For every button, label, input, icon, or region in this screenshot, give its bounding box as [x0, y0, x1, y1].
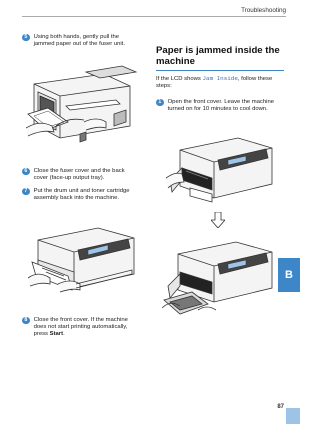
step-text: Put the drum unit and toner cartridge assembly back into the machine. — [33, 188, 130, 202]
step-6 — [22, 168, 140, 182]
page-header: Troubleshooting — [241, 7, 286, 14]
intro-tail: , follow these steps: — [156, 76, 273, 90]
step-text-main: Close the front cover. If the machine does not start printing automatically, press — [33, 317, 128, 338]
down-arrow-icon — [211, 212, 225, 228]
lcd-message: Jam Inside — [202, 75, 238, 82]
step-text-end: . — [63, 331, 65, 338]
section-rule — [156, 70, 284, 71]
step-number: 5 — [22, 34, 30, 42]
intro-lead: If the LCD shows — [156, 76, 203, 82]
step-8 — [22, 317, 140, 339]
step-number: 6 — [22, 168, 30, 176]
printer-rear-illustration — [26, 56, 138, 154]
start-key-label: Start — [49, 331, 64, 338]
step-number: 7 — [22, 188, 30, 196]
step-text — [34, 317, 140, 339]
printer-front-illustration — [28, 214, 140, 304]
step-text: Using both hands, gently pull the jammed paper out of the fuser unit. — [33, 34, 125, 48]
step-7 — [22, 188, 140, 202]
footer-bar — [286, 408, 300, 424]
intro-text — [156, 75, 284, 90]
page-number: 87 — [277, 404, 284, 410]
section-title: Paper is jammed inside the machine — [156, 45, 280, 67]
printer-drum-removed-illustration — [162, 230, 278, 322]
header-rule — [22, 16, 286, 17]
step-5 — [22, 34, 140, 48]
step-text: Open the front cover. Leave the machine turned on for 10 minutes to cool down. — [167, 99, 275, 113]
right-step-1 — [156, 99, 280, 113]
chapter-tab: B — [278, 258, 300, 292]
step-text: Close the fuser cover and the back cover (face-up output tray). — [33, 168, 125, 182]
step-number: 1 — [156, 99, 164, 107]
printer-open-cover-illustration — [166, 128, 278, 210]
step-number: 8 — [22, 317, 30, 325]
